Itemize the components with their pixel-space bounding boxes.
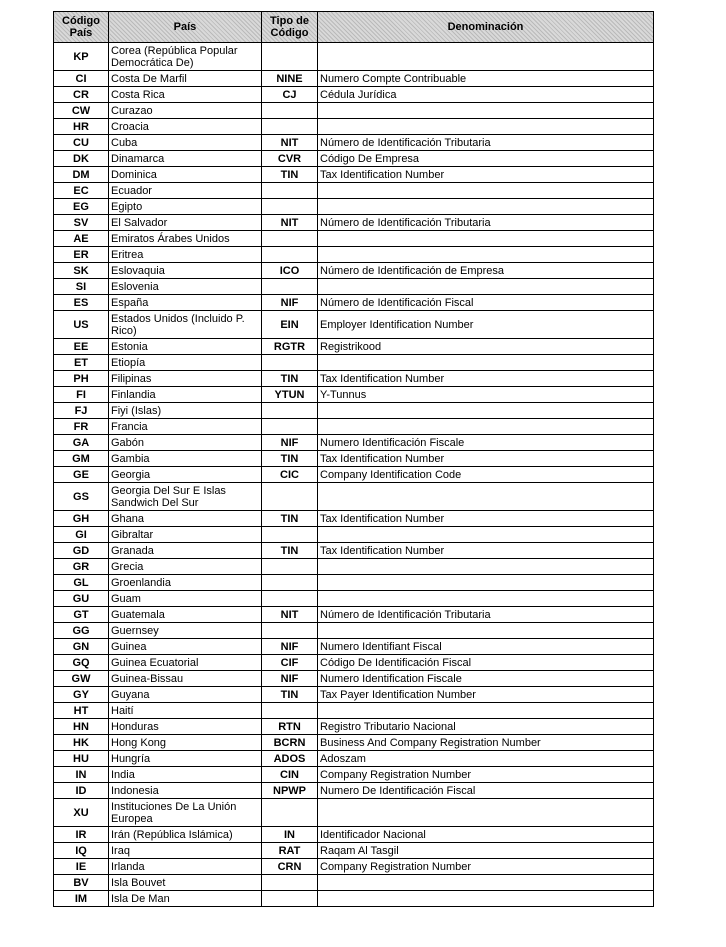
table-row xyxy=(54,639,654,655)
table-row xyxy=(54,843,654,859)
table-row xyxy=(54,103,654,119)
table-row xyxy=(54,311,654,339)
table-row xyxy=(54,671,654,687)
denomination-cell xyxy=(318,279,654,295)
country-code-cell: DK xyxy=(54,151,109,167)
code-type-cell: TIN xyxy=(262,687,318,703)
country-name-cell: Costa Rica xyxy=(109,87,262,103)
code-type-cell: CVR xyxy=(262,151,318,167)
country-code-cell: FI xyxy=(54,387,109,403)
country-name-cell: Guinea-Bissau xyxy=(109,671,262,687)
code-type-cell xyxy=(262,279,318,295)
country-code-cell: EE xyxy=(54,339,109,355)
code-type-cell xyxy=(262,183,318,199)
table-row xyxy=(54,719,654,735)
denomination-cell xyxy=(318,119,654,135)
country-name-cell: Hong Kong xyxy=(109,735,262,751)
code-type-cell: NIF xyxy=(262,639,318,655)
denomination-cell: Raqam Al Tasgil xyxy=(318,843,654,859)
country-name-cell: Estonia xyxy=(109,339,262,355)
country-name-cell: Guernsey xyxy=(109,623,262,639)
table-row xyxy=(54,87,654,103)
denomination-cell: Registro Tributario Nacional xyxy=(318,719,654,735)
table-row xyxy=(54,827,654,843)
header-row xyxy=(54,12,654,43)
code-type-cell xyxy=(262,891,318,907)
country-code-cell: IM xyxy=(54,891,109,907)
table-header xyxy=(54,12,654,43)
table-row xyxy=(54,575,654,591)
denomination-cell: Tax Identification Number xyxy=(318,511,654,527)
denomination-cell xyxy=(318,103,654,119)
country-code-cell: GD xyxy=(54,543,109,559)
denomination-cell xyxy=(318,575,654,591)
country-code-cell: ES xyxy=(54,295,109,311)
country-code-cell: GQ xyxy=(54,655,109,671)
table-row xyxy=(54,135,654,151)
table-row xyxy=(54,387,654,403)
code-type-cell xyxy=(262,119,318,135)
country-name-cell: Finlandia xyxy=(109,387,262,403)
country-code-cell: GU xyxy=(54,591,109,607)
code-type-cell: NINE xyxy=(262,71,318,87)
code-type-cell: ADOS xyxy=(262,751,318,767)
country-code-cell: CI xyxy=(54,71,109,87)
code-type-cell xyxy=(262,527,318,543)
country-name-cell: Iraq xyxy=(109,843,262,859)
code-type-cell: NIF xyxy=(262,671,318,687)
country-code-cell: GR xyxy=(54,559,109,575)
country-name-cell: Ghana xyxy=(109,511,262,527)
table-row xyxy=(54,167,654,183)
country-name-cell: Honduras xyxy=(109,719,262,735)
code-type-cell: RTN xyxy=(262,719,318,735)
country-name-cell: El Salvador xyxy=(109,215,262,231)
table-row xyxy=(54,591,654,607)
code-type-cell xyxy=(262,623,318,639)
table-row xyxy=(54,451,654,467)
country-code-cell: GA xyxy=(54,435,109,451)
table-row xyxy=(54,339,654,355)
country-name-cell: Curazao xyxy=(109,103,262,119)
code-type-cell: TIN xyxy=(262,511,318,527)
code-type-cell xyxy=(262,591,318,607)
code-type-cell: TIN xyxy=(262,371,318,387)
code-type-cell xyxy=(262,247,318,263)
denomination-cell: Numero De Identificación Fiscal xyxy=(318,783,654,799)
country-code-cell: DM xyxy=(54,167,109,183)
code-type-cell: CIN xyxy=(262,767,318,783)
country-name-cell: Irán (República Islámica) xyxy=(109,827,262,843)
denomination-cell xyxy=(318,183,654,199)
country-name-cell: Hungría xyxy=(109,751,262,767)
country-name-cell: Instituciones De La Unión Europea xyxy=(109,799,262,827)
code-type-cell: CIF xyxy=(262,655,318,671)
country-code-cell: CU xyxy=(54,135,109,151)
country-name-cell: Guyana xyxy=(109,687,262,703)
code-type-cell xyxy=(262,575,318,591)
table-row xyxy=(54,687,654,703)
denomination-cell: Company Identification Code xyxy=(318,467,654,483)
code-type-cell: TIN xyxy=(262,543,318,559)
denomination-cell xyxy=(318,875,654,891)
country-name-cell: Guinea Ecuatorial xyxy=(109,655,262,671)
denomination-cell xyxy=(318,703,654,719)
table-row xyxy=(54,623,654,639)
code-type-cell: BCRN xyxy=(262,735,318,751)
denomination-cell xyxy=(318,231,654,247)
table-row xyxy=(54,735,654,751)
country-name-cell: Fiyi (Islas) xyxy=(109,403,262,419)
country-name-cell: India xyxy=(109,767,262,783)
denomination-cell: Número de Identificación Tributaria xyxy=(318,135,654,151)
denomination-cell xyxy=(318,591,654,607)
denomination-cell xyxy=(318,43,654,71)
country-name-cell: Filipinas xyxy=(109,371,262,387)
country-code-cell: SV xyxy=(54,215,109,231)
denomination-cell: Tax Identification Number xyxy=(318,371,654,387)
table-row xyxy=(54,295,654,311)
denomination-cell: Company Registration Number xyxy=(318,767,654,783)
country-code-cell: HR xyxy=(54,119,109,135)
denomination-cell: Número de Identificación Tributaria xyxy=(318,607,654,623)
code-type-cell: NIT xyxy=(262,135,318,151)
country-code-cell: IQ xyxy=(54,843,109,859)
table-row xyxy=(54,247,654,263)
header-pais: País xyxy=(109,12,262,43)
code-type-cell: RAT xyxy=(262,843,318,859)
country-code-cell: GY xyxy=(54,687,109,703)
country-code-cell: GN xyxy=(54,639,109,655)
country-code-cell: GG xyxy=(54,623,109,639)
table-row xyxy=(54,215,654,231)
country-name-cell: Isla Bouvet xyxy=(109,875,262,891)
country-code-cell: ER xyxy=(54,247,109,263)
country-code-cell: HK xyxy=(54,735,109,751)
country-code-cell: FR xyxy=(54,419,109,435)
code-type-cell: NIF xyxy=(262,435,318,451)
country-name-cell: Egipto xyxy=(109,199,262,215)
table-row xyxy=(54,527,654,543)
denomination-cell xyxy=(318,527,654,543)
country-code-cell: AE xyxy=(54,231,109,247)
table-row xyxy=(54,559,654,575)
country-name-cell: Guatemala xyxy=(109,607,262,623)
denomination-cell xyxy=(318,799,654,827)
table-row xyxy=(54,859,654,875)
table-row xyxy=(54,419,654,435)
denomination-cell xyxy=(318,419,654,435)
table-row xyxy=(54,767,654,783)
denomination-cell xyxy=(318,483,654,511)
code-type-cell: NPWP xyxy=(262,783,318,799)
code-type-cell: IN xyxy=(262,827,318,843)
country-name-cell: Guinea xyxy=(109,639,262,655)
country-name-cell: Granada xyxy=(109,543,262,559)
country-code-cell: GI xyxy=(54,527,109,543)
country-name-cell: Estados Unidos (Incluido P. Rico) xyxy=(109,311,262,339)
country-name-cell: Eslovenia xyxy=(109,279,262,295)
country-code-cell: GL xyxy=(54,575,109,591)
country-code-cell: EG xyxy=(54,199,109,215)
country-name-cell: Grecia xyxy=(109,559,262,575)
code-type-cell: NIT xyxy=(262,607,318,623)
table-row xyxy=(54,543,654,559)
denomination-cell xyxy=(318,247,654,263)
country-name-cell: Gambia xyxy=(109,451,262,467)
denomination-cell: Número de Identificación Tributaria xyxy=(318,215,654,231)
country-code-cell: CW xyxy=(54,103,109,119)
country-name-cell: Groenlandia xyxy=(109,575,262,591)
table-row xyxy=(54,703,654,719)
country-code-cell: XU xyxy=(54,799,109,827)
country-code-cell: BV xyxy=(54,875,109,891)
country-name-cell: Gabón xyxy=(109,435,262,451)
table-row xyxy=(54,183,654,199)
denomination-cell: Identificador Nacional xyxy=(318,827,654,843)
code-type-cell xyxy=(262,703,318,719)
country-code-cell: IN xyxy=(54,767,109,783)
country-code-cell: ID xyxy=(54,783,109,799)
code-type-cell xyxy=(262,355,318,371)
header-denominacion: Denominación xyxy=(318,12,654,43)
denomination-cell: Número de Identificación Fiscal xyxy=(318,295,654,311)
country-name-cell: Indonesia xyxy=(109,783,262,799)
country-name-cell: Dominica xyxy=(109,167,262,183)
country-name-cell: Francia xyxy=(109,419,262,435)
country-code-cell: IR xyxy=(54,827,109,843)
country-code-cell: GE xyxy=(54,467,109,483)
table-row xyxy=(54,655,654,671)
code-type-cell xyxy=(262,559,318,575)
denomination-cell: Numero Identification Fiscale xyxy=(318,671,654,687)
denomination-cell xyxy=(318,623,654,639)
code-type-cell: RGTR xyxy=(262,339,318,355)
denomination-cell: Business And Company Registration Number xyxy=(318,735,654,751)
table-row xyxy=(54,483,654,511)
denomination-cell: Tax Identification Number xyxy=(318,543,654,559)
denomination-cell xyxy=(318,199,654,215)
country-name-cell: Georgia xyxy=(109,467,262,483)
country-code-cell: HN xyxy=(54,719,109,735)
country-name-cell: Corea (República Popular Democrática De) xyxy=(109,43,262,71)
country-name-cell: Dinamarca xyxy=(109,151,262,167)
country-code-cell: FJ xyxy=(54,403,109,419)
country-code-cell: GT xyxy=(54,607,109,623)
country-code-cell: GW xyxy=(54,671,109,687)
country-name-cell: Gibraltar xyxy=(109,527,262,543)
table-row xyxy=(54,435,654,451)
code-type-cell xyxy=(262,43,318,71)
country-code-cell: HT xyxy=(54,703,109,719)
code-type-cell xyxy=(262,231,318,247)
table-row xyxy=(54,71,654,87)
country-code-cell: SK xyxy=(54,263,109,279)
country-name-cell: Eslovaquia xyxy=(109,263,262,279)
code-type-cell xyxy=(262,799,318,827)
country-name-cell: Isla De Man xyxy=(109,891,262,907)
table-row xyxy=(54,783,654,799)
denomination-cell: Numero Identificación Fiscale xyxy=(318,435,654,451)
country-name-cell: Croacia xyxy=(109,119,262,135)
country-code-cell: US xyxy=(54,311,109,339)
denomination-cell: Código De Identificación Fiscal xyxy=(318,655,654,671)
denomination-cell: Numero Compte Contribuable xyxy=(318,71,654,87)
table-body xyxy=(54,43,654,907)
denomination-cell: Tax Identification Number xyxy=(318,451,654,467)
code-type-cell: ICO xyxy=(262,263,318,279)
denomination-cell xyxy=(318,403,654,419)
table-row xyxy=(54,891,654,907)
denomination-cell: Employer Identification Number xyxy=(318,311,654,339)
table-row xyxy=(54,263,654,279)
code-type-cell: YTUN xyxy=(262,387,318,403)
country-name-cell: Ecuador xyxy=(109,183,262,199)
country-codes-table xyxy=(53,11,654,907)
code-type-cell xyxy=(262,403,318,419)
country-code-cell: ET xyxy=(54,355,109,371)
denomination-cell: Tax Payer Identification Number xyxy=(318,687,654,703)
table-row xyxy=(54,511,654,527)
country-code-cell: IE xyxy=(54,859,109,875)
header-tipo-codigo: Tipo de Código xyxy=(262,12,318,43)
table-row xyxy=(54,467,654,483)
table-row xyxy=(54,875,654,891)
code-type-cell: CRN xyxy=(262,859,318,875)
table-row xyxy=(54,279,654,295)
code-type-cell xyxy=(262,483,318,511)
country-code-cell: SI xyxy=(54,279,109,295)
code-type-cell: TIN xyxy=(262,167,318,183)
table-row xyxy=(54,231,654,247)
country-name-cell: Georgia Del Sur E Islas Sandwich Del Sur xyxy=(109,483,262,511)
code-type-cell: NIF xyxy=(262,295,318,311)
denomination-cell: Y-Tunnus xyxy=(318,387,654,403)
country-name-cell: Guam xyxy=(109,591,262,607)
denomination-cell: Adoszam xyxy=(318,751,654,767)
country-code-cell: CR xyxy=(54,87,109,103)
table-row xyxy=(54,355,654,371)
country-name-cell: Etiopía xyxy=(109,355,262,371)
denomination-cell xyxy=(318,355,654,371)
country-code-cell: EC xyxy=(54,183,109,199)
denomination-cell: Company Registration Number xyxy=(318,859,654,875)
country-code-cell: GM xyxy=(54,451,109,467)
code-type-cell xyxy=(262,875,318,891)
country-name-cell: Costa De Marfil xyxy=(109,71,262,87)
country-code-cell: GS xyxy=(54,483,109,511)
denomination-cell: Código De Empresa xyxy=(318,151,654,167)
table-row xyxy=(54,119,654,135)
country-code-cell: GH xyxy=(54,511,109,527)
code-type-cell xyxy=(262,103,318,119)
country-name-cell: España xyxy=(109,295,262,311)
table-row xyxy=(54,43,654,71)
table-row xyxy=(54,403,654,419)
code-type-cell: NIT xyxy=(262,215,318,231)
country-code-cell: PH xyxy=(54,371,109,387)
table-row xyxy=(54,371,654,387)
code-type-cell: TIN xyxy=(262,451,318,467)
denomination-cell: Registrikood xyxy=(318,339,654,355)
denomination-cell xyxy=(318,891,654,907)
denomination-cell xyxy=(318,559,654,575)
country-code-cell: HU xyxy=(54,751,109,767)
code-type-cell: CJ xyxy=(262,87,318,103)
table-row xyxy=(54,151,654,167)
country-name-cell: Haití xyxy=(109,703,262,719)
country-code-cell: KP xyxy=(54,43,109,71)
table-row xyxy=(54,751,654,767)
denomination-cell: Cédula Jurídica xyxy=(318,87,654,103)
table-row xyxy=(54,199,654,215)
country-name-cell: Emiratos Árabes Unidos xyxy=(109,231,262,247)
table-row xyxy=(54,799,654,827)
table-row xyxy=(54,607,654,623)
code-type-cell: EIN xyxy=(262,311,318,339)
code-type-cell xyxy=(262,199,318,215)
country-name-cell: Eritrea xyxy=(109,247,262,263)
code-type-cell xyxy=(262,419,318,435)
denomination-cell: Tax Identification Number xyxy=(318,167,654,183)
denomination-cell: Número de Identificación de Empresa xyxy=(318,263,654,279)
code-type-cell: CIC xyxy=(262,467,318,483)
country-name-cell: Irlanda xyxy=(109,859,262,875)
country-name-cell: Cuba xyxy=(109,135,262,151)
denomination-cell: Numero Identifiant Fiscal xyxy=(318,639,654,655)
header-codigo-pais: Código País xyxy=(54,12,109,43)
